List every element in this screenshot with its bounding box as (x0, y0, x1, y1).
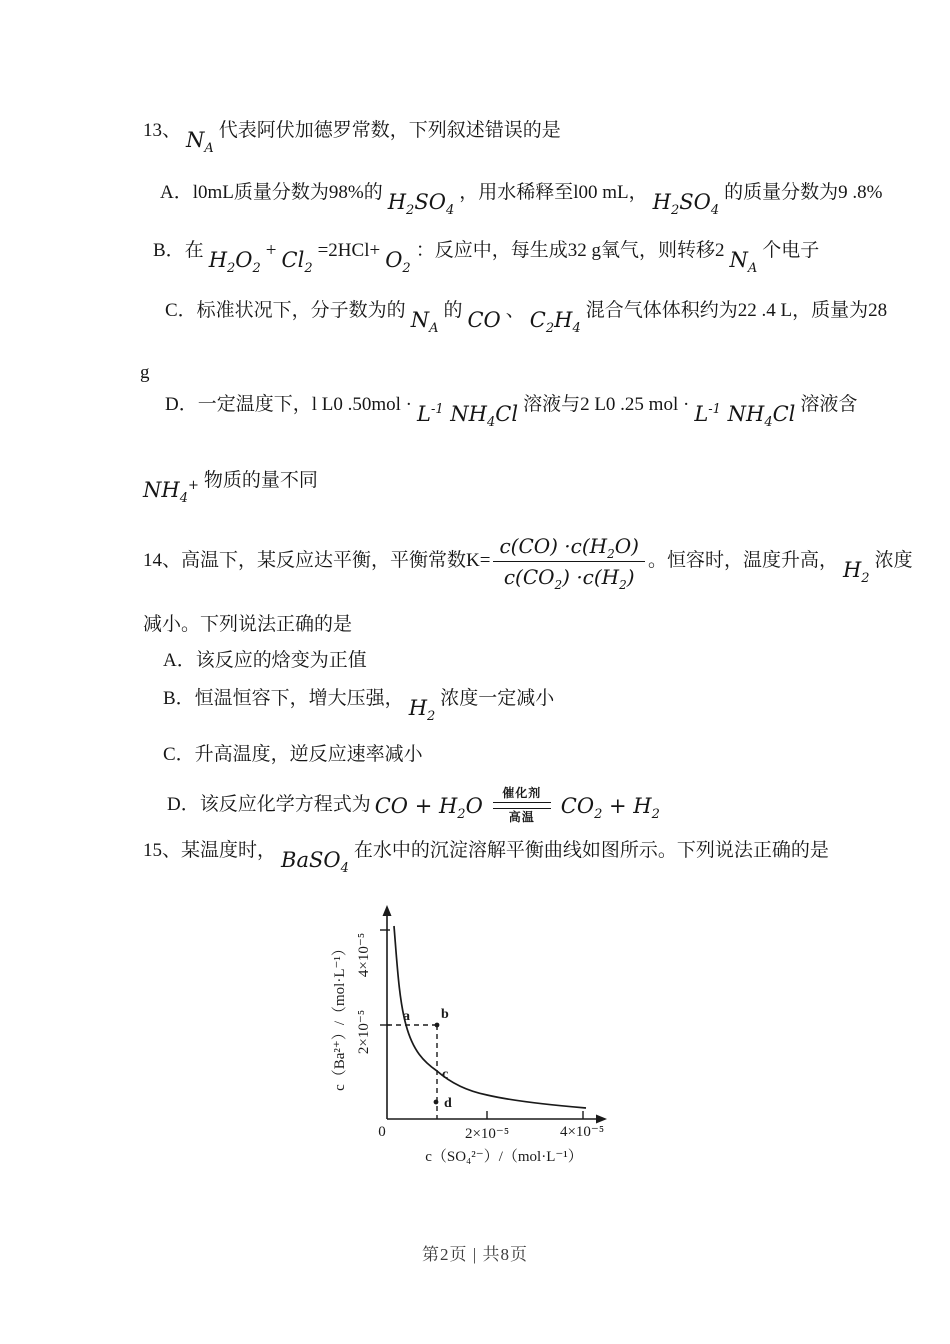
q13-stem-text: 代表阿伏加德罗常数，下列叙述错误的是 (218, 120, 561, 141)
q14-option-b (163, 686, 555, 725)
point-a-label: a (403, 1009, 410, 1024)
x-tick-label-0: 0 (378, 1124, 386, 1140)
point-d-label: d (444, 1096, 452, 1111)
x-axis-arrow-icon (596, 1115, 607, 1124)
formula-NH4-cation: $NH_4^+$ (143, 478, 199, 507)
q15-stem-text: 在水中的沉淀溶解平衡曲线如图所示。下列说法正确的是 (353, 840, 829, 861)
q14-option-d (167, 786, 664, 825)
formula-BaSO4: BaSO$_4$ (281, 848, 349, 877)
q13-b-post: ：反应中，每生成32 g氧气，则转移2 (415, 240, 725, 261)
q13-c-wrapped-g (140, 360, 150, 386)
page-footer: 第2页 | 共8页 (422, 1245, 528, 1264)
x-tick-label-4e-5: 4×10⁻⁵ (559, 1124, 605, 1140)
formula-H2SO4: $H_2SO_4$ (387, 190, 455, 219)
formula-H2: $H_2$ (408, 696, 436, 725)
y-tick-label-2e-5: 2×10⁻⁵ (356, 1009, 372, 1055)
x-tick-label-2e-5: 2×10⁻⁵ (464, 1126, 510, 1142)
q13-b-text: B．在 (153, 240, 204, 261)
fraction-denominator: $c(CO_2) \cdot c(H_2)$ (503, 565, 635, 592)
q14-a-text: A．该反应的焓变为正值 (163, 650, 367, 671)
fraction-numerator: $c(CO) \cdot c(H_2O)$ (493, 533, 645, 562)
q13-d2-text: 物质的量不同 (203, 470, 318, 491)
q13-a-post: 的质量分数为9 .8% (724, 182, 883, 203)
formula-CO: CO (467, 308, 501, 332)
q13-d-mid: 溶液与2 L0 .25 mol · (523, 394, 690, 415)
q13-option-a (160, 180, 883, 219)
x-axis-label: c（SO₄²⁻）/（mol·L⁻¹） (425, 1149, 583, 1165)
point-c-label: c (442, 1067, 449, 1082)
q13-a-mid: ，用水稀释至l00 mL， (459, 182, 648, 203)
q14-stem-end: 浓度 (874, 549, 913, 571)
q13-option-c (165, 298, 888, 337)
q15-number-text: 15、某温度时， (143, 840, 277, 861)
reversible-arrows-icon (493, 802, 551, 809)
q14-b-text: B．恒温恒容下，增大压强， (163, 688, 404, 709)
formula-NA: $N_A$ (410, 308, 439, 337)
gram-unit: g (140, 362, 150, 383)
point-b-label: b (441, 1007, 449, 1022)
reversible-reaction-conditions (493, 786, 551, 825)
q14-stem-line2 (143, 612, 352, 638)
formula-Cl2: $Cl_2$ (281, 248, 313, 277)
formula-H2: $H_2$ (842, 557, 870, 587)
formula-H2SO4: $H_2SO_4$ (652, 190, 720, 219)
q14-stem-pre: 14、高温下，某反应达平衡，平衡常数K= (143, 549, 491, 571)
y-axis-arrow-icon (383, 905, 392, 916)
q13-option-b (153, 238, 820, 277)
q13-stem (143, 118, 561, 157)
formula-NA: $N_A$ (729, 248, 758, 277)
enumeration-comma: 、 (505, 300, 525, 321)
formula-NA: $N_A$ (186, 128, 214, 157)
formula-Lminus1-NH4Cl: $L^{-1}$ $NH_4Cl$ (417, 402, 519, 431)
q13-d-post: 溶液含 (800, 394, 858, 415)
q13-a-text: A．l0mL质量分数为98%的 (160, 182, 383, 203)
catalyst-label: 催化剂 (502, 786, 542, 800)
high-temperature-label: 高温 (508, 810, 535, 824)
q13-b-end: 个电子 (762, 240, 820, 261)
q14-d-text: D．该反应化学方程式为 (167, 793, 371, 815)
formula-H2O2: $H_2O_2$ (208, 248, 261, 277)
solubility-curve-svg (320, 898, 655, 1188)
q14-stem-post: 。恒容时，温度升高， (647, 549, 838, 571)
q13-c-text: C．标准状况下，分子数为的 (165, 300, 406, 321)
q13-c-post: 混合气体体积约为22 .4 L，质量为28 (585, 300, 888, 321)
formula-Lminus1-NH4Cl: $L^{-1}$ $NH_4Cl$ (694, 402, 796, 431)
plus-sign: + (265, 240, 277, 261)
point-d-dot (434, 1100, 439, 1105)
q14-c-text: C．升高温度，逆反应速率减小 (163, 744, 423, 765)
q13-option-d (165, 392, 858, 431)
formula-C2H4: $C_2H_4$ (529, 308, 581, 337)
point-b-dot (435, 1023, 440, 1028)
q13-b-mid: =2HCl+ (317, 240, 381, 261)
q14-stem2-text: 减小。下列说法正确的是 (143, 614, 353, 635)
equilibrium-curve (394, 926, 586, 1108)
q14-option-a (163, 648, 367, 674)
q14-stem (143, 533, 913, 590)
solubility-curve-figure (320, 898, 655, 1193)
q13-option-d-cont (143, 468, 318, 507)
formula-O2: $O_2$ (385, 248, 411, 277)
q13-c-mid: 的 (443, 300, 463, 321)
q15-stem (143, 838, 829, 877)
q14-b-post: 浓度一定减小 (440, 688, 555, 709)
y-tick-label-4e-5: 4×10⁻⁵ (356, 932, 372, 978)
q13-number: 13、 (143, 120, 182, 141)
formula-CO2-plus-H2: $CO_2 + H_2$ (560, 793, 660, 823)
equilibrium-constant-fraction (493, 533, 645, 590)
formula-CO-plus-H2O: CO + $H_2O$ (374, 793, 483, 823)
y-axis-label: c（Ba²⁺）/（mol·L⁻¹） (332, 941, 348, 1091)
q14-option-c (163, 742, 423, 768)
q13-d-text: D．一定温度下，l L0 .50mol · (165, 394, 412, 415)
